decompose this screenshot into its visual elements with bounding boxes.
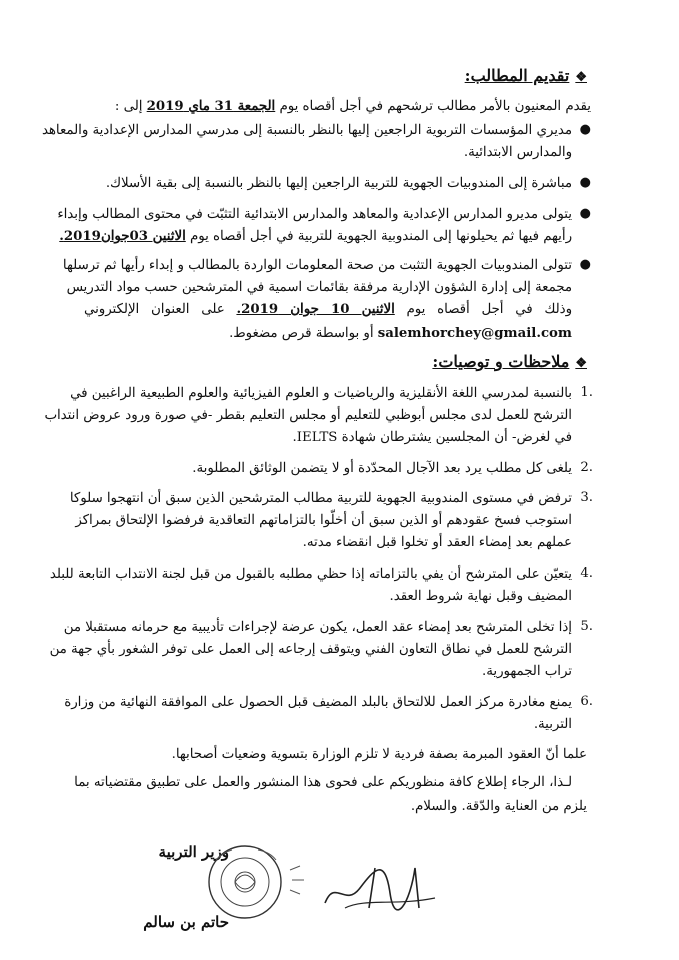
note-line: عملهم بعد إمضاء العقد أو تخلوا قبل انقضاء مدته. [302,535,572,550]
note-line: الترشح للعمل لدى مجلس أبوظبي للتعليم أو مجلس التعليم بقطر -في صورة ورود عروض انتداب [44,408,572,423]
bullet-icon: ● [579,206,591,221]
bullet-line: مباشرة إلى المندوبيات الجهوية للتربية الراجعين إليها بالنظر بالنسبة إلى بقية الأسلاك. [105,176,572,191]
note-line: ترفض في مستوى المندوبية الجهوية للتربية مطالب المترشحين الذين سبق أن انتهجوا سلوكا [69,491,572,506]
note-line: التربية. [533,717,572,732]
closing-line: لـذا، الرجاء إطلاع كافة منظوريكم على فحوى هذا المنشور والعمل على تطبيق مقتضياته بما [74,775,572,790]
note-line: بالنسبة لمدرسي اللغة الأنقليزية والرياضيات و العلوم الفيزيائية والعلوم الطبيعية الراغبين في [70,386,572,401]
bullet-line: salemhorchey@gmail.com أو بواسطة قرص مضغوط. [229,326,572,341]
item-number: 4. [580,566,593,581]
email-address: salemhorchey@gmail.com [377,326,572,341]
item-number: 2. [580,460,593,475]
signatory-title: وزير التربية [158,843,229,861]
bullet-line: والمدارس الابتدائية. [463,145,572,160]
section-title-submission: ❖تقديم المطالب: [464,66,587,85]
bullet-line: تتولى المندوبيات الجهوية التثبت من صحة المعلومات الواردة بالمطالب و إبداء رأيها ثم ترسلها [62,258,572,273]
bullet-icon: ● [579,257,591,272]
bullet-line: مجمعة إلى إدارة الشؤون الإدارية مرفقة بقائمات اسمية في المترشحين حسب مواد التدريس [66,280,572,295]
bullet-line: مديري المؤسسات التربوية الراجعين إليها بالنظر بالنسبة إلى مدرسي المدارس الإعدادية والمعاهد [41,123,572,138]
bullet-line: رأيهم فيها ثم يحيلونها إلى المندوبية الجهوية للتربية في أجل أقصاه يوم الاثنين 03جوان2019. [59,229,572,244]
signatory-name: حاتم بن سالم [143,913,229,931]
note-line: المضيف وقبل نهاية شروط العقد. [389,589,572,604]
closing-line: يلزم من العناية والدّقة. والسلام. [410,799,587,814]
closing-line: علما أنّ العقود المبرمة بصفة فردية لا تلزم الوزارة بتسوية وضعيات أصحابها. [171,747,587,762]
item-number: 5. [580,619,593,634]
bullet-line: وذلك في أجل أقصاه يوم الاثنين 10 جوان 2019. على العنوان الإلكتروني [84,302,573,317]
note-line: الترشح للعمل في نطاق التعاون الفني ويتوقف إرجاعه إلى العمل على توفر الشغور بأي جهة من [49,642,572,657]
item-number: 1. [580,385,593,400]
bullet-icon: ● [579,175,591,190]
note-line: يلغى كل مطلب يرد بعد الآجال المحدّدة أو لا يتضمن الوثائق المطلوبة. [192,461,572,476]
note-line: يتعيّن على المترشح أن يفي بالتزاماته إذا حظي مطلبه بالقبول من قبل لجنة الانتداب التابعة للبلد [49,567,572,582]
bullet-icon: ● [579,122,591,137]
bullet-line: يتولى مديرو المدارس الإعدادية والمعاهد والمدارس الابتدائية التثبّت في محتوى المطالب وإبداء [57,207,572,222]
diamond-bullet-icon: ❖ [575,70,587,85]
item-number: 3. [580,490,593,505]
note-line: استوجب فسخ عقودهم أو الذين سبق أن أخلّوا بالتزاماتهم التعاقدية فرفضوا الإلتحاق بمراكز [75,513,572,528]
note-line: يمنع مغادرة مركز العمل للالتحاق بالبلد المضيف قبل الحصول على الموافقة النهائية من وزارة [64,695,572,710]
section-title-notes: ❖ملاحظات و توصيات: [432,352,587,371]
intro-paragraph: يقدم المعنيون بالأمر مطالب ترشحهم في أجل أقصاه يوم الجمعة 31 ماي 2019 إلى : [114,99,591,114]
handwritten-signature [315,848,445,918]
note-line: إذا تخلى المترشح بعد إمضاء عقد العمل، يكون عرضة لإجراءات تأديبية مع حرمانه مستقبلا من [63,620,572,635]
diamond-bullet-icon: ❖ [575,356,587,371]
official-stamp [180,840,310,920]
item-number: 6. [580,694,593,709]
note-line: في لغرض- أن المجلسين يشترطان شهادة IELTS. [292,430,572,445]
note-line: تراب الجمهورية. [482,664,572,679]
